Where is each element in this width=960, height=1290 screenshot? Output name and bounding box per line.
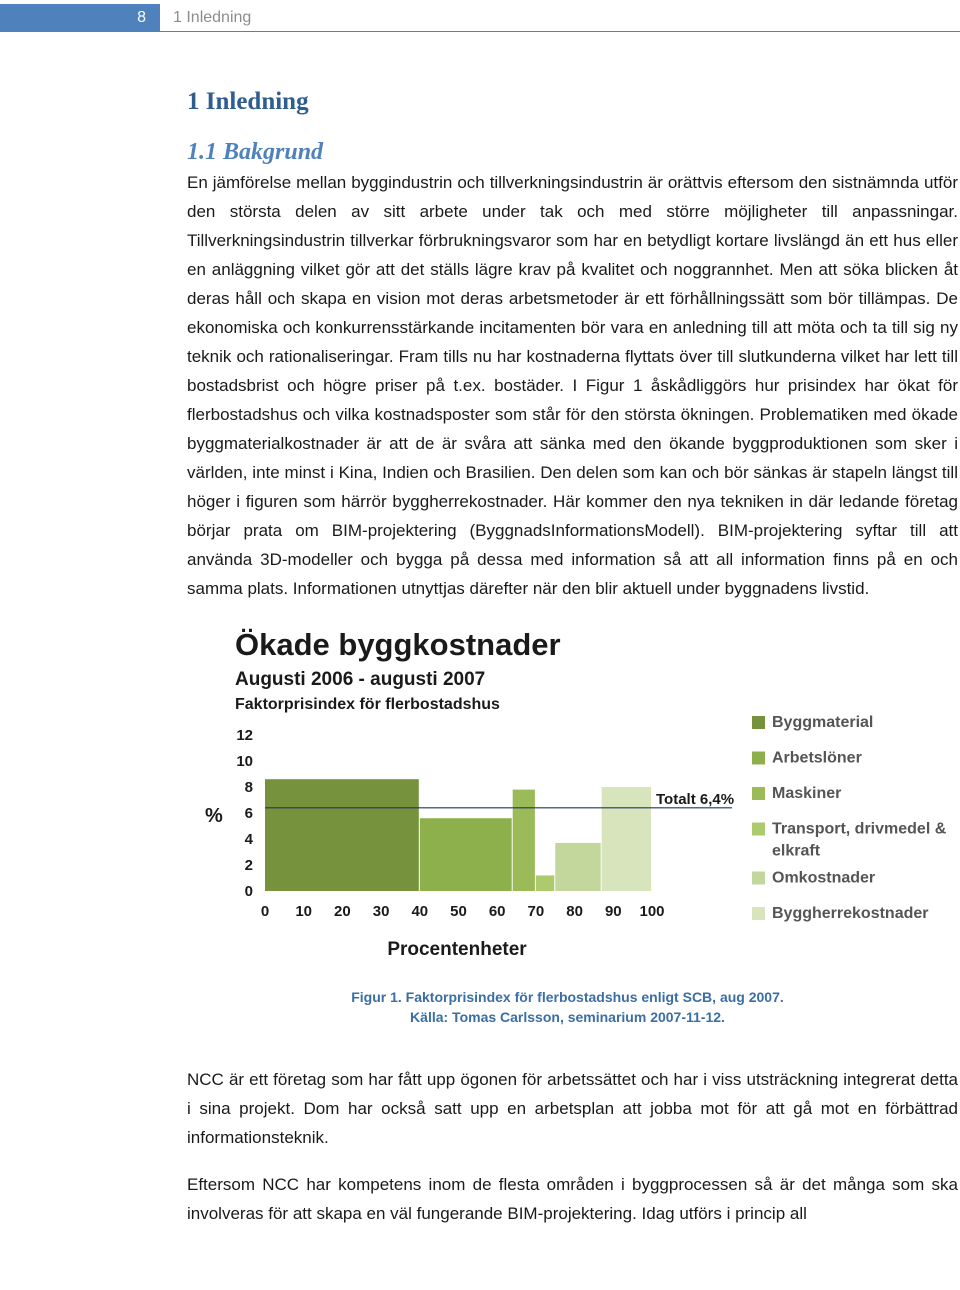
legend-label: Arbetslöner: [772, 749, 862, 767]
legend-label: elkraft: [772, 842, 821, 860]
y-tick-label: 10: [236, 753, 253, 770]
y-tick-label: 12: [236, 727, 253, 744]
figure-caption: [177, 987, 958, 1027]
page-number: 8: [0, 4, 160, 32]
bar-transport: [536, 875, 554, 891]
legend-swatch: [752, 872, 765, 885]
x-tick-label: 10: [295, 903, 313, 920]
legend-swatch: [752, 787, 765, 800]
section-heading: 1.1 Bakgrund: [187, 139, 324, 165]
x-tick-label: 80: [566, 903, 583, 920]
bar-chart: [187, 617, 958, 977]
bar-arbetslöner: [420, 818, 512, 891]
chart-subtitle-index: Faktorprisindex för flerbostadshus: [235, 696, 500, 713]
x-tick-label: 20: [334, 903, 351, 920]
chart-subtitle-period: Augusti 2006 - augusti 2007: [235, 669, 486, 690]
legend-swatch: [752, 752, 765, 765]
y-axis-label: %: [205, 805, 223, 827]
caption-line-2: Källa: Tomas Carlsson, seminarium 2007-11-12.: [410, 1009, 725, 1025]
x-tick-label: 40: [411, 903, 429, 920]
figure-1: [187, 617, 958, 1037]
y-tick-label: 4: [244, 831, 253, 848]
caption-line-1: Figur 1. Faktorprisindex för flerbostadshus enligt SCB, aug 2007.: [351, 989, 784, 1005]
page-content: [187, 80, 958, 1228]
legend-label: Maskiner: [772, 785, 842, 802]
paragraph-ncc-competence: Eftersom NCC har kompetens inom de flesta områden i byggprocessen så är det många som ska involveras för att skapa en väl fungerande BIM-projektering. Idag utförs i princip all: [187, 1175, 958, 1223]
legend-swatch: [752, 716, 765, 729]
x-axis-label: Procentenheter: [387, 939, 527, 960]
x-tick-label: 0: [260, 903, 270, 920]
page-header: [0, 0, 960, 36]
paragraph-background: En jämförelse mellan byggindustrin och tillverkningsindustrin är orättvis eftersom den sistnämnda utför den största delen av sitt arbete under tak och med större möjligheter till anpassningar. Tillverkningsindustrin tillverkar förbrukningsvaror som har en betydligt kortare livslängd än ett hus eller en anläggning vilket gör att det ställs lägre krav på kvalitet och noggrannhet. Men att söka blicken åt deras håll och skapa en vision mot deras arbetsmetoder är ett förhållningssätt som bör tillämpas. De ekonomiska och konkurrensstärkande incitamenten bör vara en anledning till att möta och ta till sig ny teknik och rationaliseringar. Fram tills nu har kostnaderna flyttats över till slutkunderna vilket har lett till bostadsbrist och högre priser på t.ex. bostäder. I Figur 1 åskådliggörs hur prisindex har ökat för flerbostadshus och vilka kostnadsposter som står för den största ökningen. Problematiken med ökade byggmaterialkostnader är att de är svåra att sänka med den ökande byggproduktionen som sker i världen, inte minst i Kina, Indien och Brasilien. Den delen som kan och bör sänkas är stapeln längst till höger i figuren som härrör byggherrekostnader. Här kommer den nya tekniken in där ledande företag börjar prata om BIM-projektering (ByggnadsInformationsModell). BIM-projektering syftar till att använda 3D-modeller och bygga på dessa med information så att all information finns på en och samma plats. Informationen utnyttjas därefter när den blir aktuell under byggnadens livstid.: [187, 173, 958, 598]
x-tick-label: 90: [604, 903, 622, 920]
y-tick-label: 2: [244, 857, 253, 874]
y-tick-label: 6: [244, 805, 253, 822]
legend-label: Transport, drivmedel &: [772, 820, 947, 838]
bar-omkostnader: [555, 843, 600, 891]
x-tick-label: 50: [450, 903, 467, 920]
running-head: 1 Inledning: [173, 9, 252, 26]
chart-title: Ökade byggkostnader: [235, 627, 561, 662]
bar-maskiner: [513, 790, 535, 891]
bar-byggmaterial: [265, 779, 419, 891]
bar-byggherrekostnader: [602, 787, 651, 891]
paragraph-ncc: NCC är ett företag som har fått upp ögonen för arbetssättet och har i viss utsträckning integrerat detta i sina projekt. Dom har också satt upp en arbetsplan att jobba mot för att gå mot en förbättrad informationsteknik.: [187, 1070, 958, 1147]
legend-label: Byggmaterial: [772, 714, 874, 731]
legend-label: Byggherrekostnader: [772, 905, 929, 922]
y-tick-label: 8: [244, 779, 253, 796]
header-rule: [160, 31, 960, 32]
legend-swatch: [752, 907, 765, 920]
x-tick-label: 30: [372, 903, 390, 920]
chapter-heading: 1 Inledning: [187, 88, 309, 115]
x-tick-label: 70: [527, 903, 545, 920]
total-label: Totalt 6,4%: [656, 790, 735, 808]
x-tick-label: 60: [488, 903, 506, 920]
x-tick-label: 100: [639, 903, 665, 920]
y-tick-label: 0: [244, 883, 253, 900]
legend-swatch: [752, 823, 765, 836]
legend-label: Omkostnader: [772, 869, 876, 887]
